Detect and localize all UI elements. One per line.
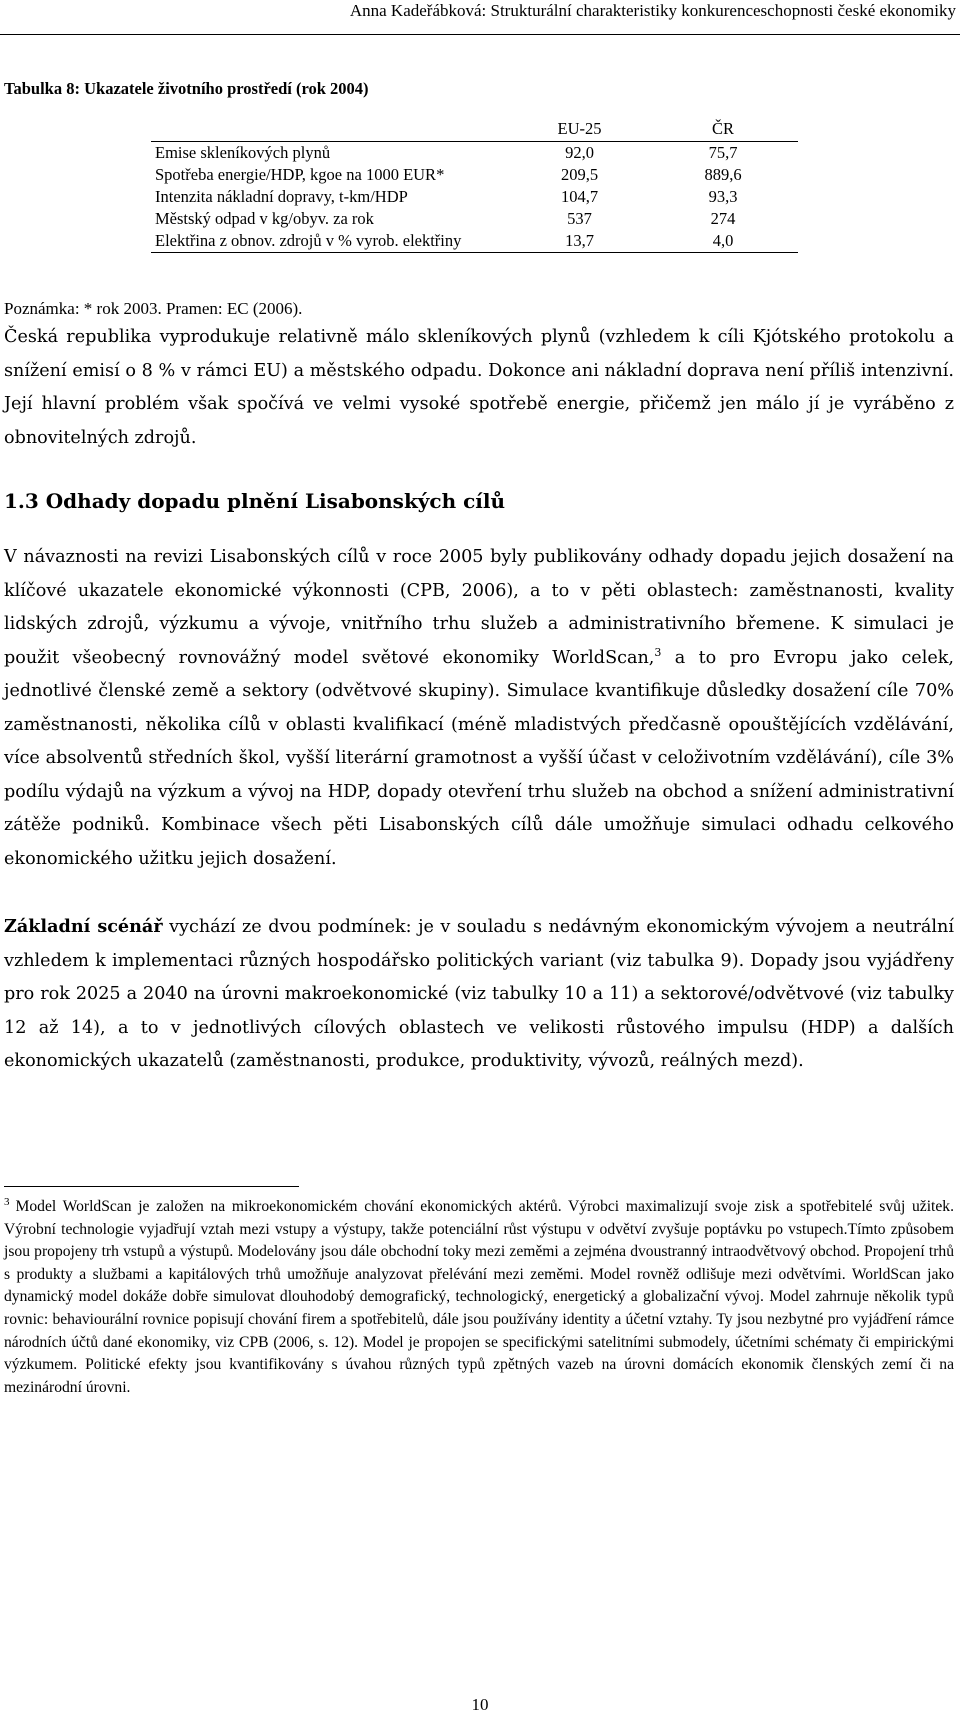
column-header-indicator [151,114,511,142]
cell-eu25: 537 [567,209,592,228]
running-header: Anna Kadeřábková: Strukturální charakteristiky konkurenceschopnosti české ekonomiky [349,1,956,20]
footnote-text: Model WorldScan je založen na mikroekonomickém chování ekonomických aktérů. Výrobci maximalizují svoje zisk a spotřebitelé svůj užitek. Výrobní technologie vyjadřují vztah mezi vstupy a výstupy, takže potenciální růst výstupu v odvětví zvyšuje poptávku po vstupech.Tímto způsobem jsou propojeny trh vstupů a výstupů. Modelovány jsou dále obchodní toky mezi zeměmi a zejména dvoustranný intraodvětvový obchod. Propojení trhů s produkty a službami a kapitálových trhů umožňuje analyzovat přelévání mezi zeměmi. Model rovněž odlišuje mezi odvětvími. WorldScan jako dynamický model dokáže dobře simulovat dlouhodobý demografický, technologický, energetický a globalizační vývoj. Model zahrnuje několik typů rovnic: behaviourální rovnice popisují chování firem a spotřebitelů, dále jsou používány identity a účetní vztahy. Ty jsou nezbytné pro vyjádření rámce národních účtů dané ekonomiky, viz CPB (2006, s. 12). Model je propojen se specifickými satelitními submodely, účetními schématy či empirickými výzkumem. Politické efekty jsou kvantifikovány s úvahou různých typů zpětných vazeb na úrovni domácích ekonomik členských zemí či na mezinárodní úrovni. [4,1198,954,1396]
row-label: Městský odpad v kg/obyv. za rok [155,209,374,228]
cell-eu25: 13,7 [565,231,594,250]
row-label: Emise skleníkových plynů [155,143,331,162]
environment-indicators-table [151,114,798,253]
page-number: 10 [471,1695,489,1714]
table-header-row [151,114,798,142]
row-label: Spotřeba energie/HDP, kgoe na 1000 EUR* [155,165,445,184]
cell-cr: 274 [710,209,736,228]
column-header-cr: ČR [711,119,734,138]
table-caption: Tabulka 8: Ukazatele životního prostředí (rok 2004) [4,79,369,98]
paragraph-text-part: V návaznosti na revizi Lisabonských cílů v roce 2005 byly publikovány odhady dopadu jejich dosažení na klíčové ukazatele ekonomické výkonnosti (CPB, 2006), a to v pěti oblastech: zaměstnanosti, kvality lidských zdrojů, výzkumu a vývoje, vnitřního trhu služeb a administrativního břemene. K simulaci je použit všeobecný rovnovážný model světové ekonomiky WorldScan, [4,547,954,668]
column-header-eu25: EU-25 [557,119,602,138]
paragraph-lisbon-estimates [4,541,954,876]
cell-eu25: 209,5 [560,165,599,184]
table-row [151,142,798,165]
footnote [4,1196,954,1399]
table-note: Poznámka: * rok 2003. Pramen: EC (2006). [4,299,303,318]
section-heading: 1.3 Odhady dopadu plnění Lisabonských cílů [4,489,506,513]
footnote-rule [4,1186,299,1187]
table-row [151,208,798,230]
cell-cr: 4,0 [712,231,734,250]
cell-eu25: 92,0 [565,143,594,162]
header-rule [0,34,960,35]
table-row [151,230,798,253]
paragraph-text-part: a to pro Evropu jako celek, jednotlivé členské země a sektory (odvětvové skupiny). Simulace kvantifikuje důsledky dosažení cíle 70% zaměstnanosti, několika cílů v oblasti kvalifikací (méně mladistvých předčasně opouštějících vzdělávání, více absolventů středních škol, vyšší literární gramotnost a vyšší účast v celoživotním vzdělávání), cíle 3% podílu výdajů na výzkum a vývoj na HDP, dopady otevření trhu služeb na obchod a snížení administrativní zátěže podniků. Kombinace všech pěti Lisabonských cílů dále umožňuje simulaci odhadu celkového ekonomického užitku jejich dosažení. [4,647,954,869]
paragraph-base-scenario [4,910,954,1079]
footnote-number: 3 [4,1195,10,1208]
paragraph-environment: Česká republika vyprodukuje relativně málo skleníkových plynů (vzhledem k cíli Kjótského protokolu a snížení emisí o 8 % v rámci EU) a městského odpadu. Dokonce ani nákladní doprava není příliš intenzivní. Její hlavní problém však spočívá ve velmi vysoké spotřebě energie, přičemž jen málo jí je vyráběno z obnovitelných zdrojů. [4,327,954,448]
row-label: Elektřina z obnov. zdrojů v % vyrob. elektřiny [155,231,462,250]
row-label: Intenzita nákladní dopravy, t-km/HDP [155,187,408,206]
cell-cr: 889,6 [704,165,742,184]
paragraph-text-part: vychází ze dvou podmínek: je v souladu s nedávným ekonomickým vývojem a neutrální vzhledem k implementaci různých hospodářsko politických variant (viz tabulka 9). Dopady jsou vyjádřeny pro rok 2025 a 2040 na úrovni makroekonomické (viz tabulky 10 a 11) a sektorové/odvětvové (viz tabulky 12 až 14), a to v jednotlivých cílových oblastech ve velikosti růstového impulsu (HDP) a dalších ekonomických ukazatelů (zaměstnanosti, produkce, produktivity, vývozů, reálných mezd). [4,917,954,1071]
table-row [151,164,798,186]
table-row [151,186,798,208]
cell-eu25: 104,7 [560,187,599,206]
cell-cr: 75,7 [708,143,738,162]
bold-term: Základní scénář [4,916,163,937]
cell-cr: 93,3 [708,187,738,206]
footnote-reference[interactable]: 3 [654,645,662,659]
